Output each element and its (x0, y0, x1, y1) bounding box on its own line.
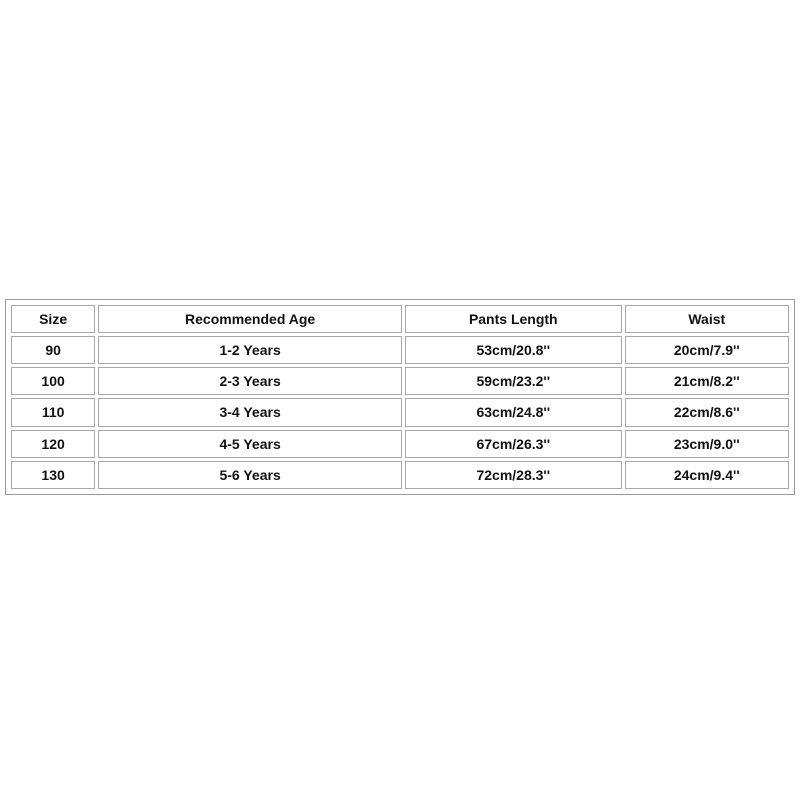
cell-age: 2-3 Years (98, 367, 402, 395)
cell-pants-length: 53cm/20.8'' (405, 336, 622, 364)
cell-size: 130 (11, 461, 95, 489)
cell-pants-length: 63cm/24.8'' (405, 398, 622, 426)
table-row (11, 336, 789, 364)
cell-age: 4-5 Years (98, 430, 402, 458)
cell-waist: 22cm/8.6'' (625, 398, 789, 426)
header-recommended-age: Recommended Age (98, 305, 402, 333)
cell-pants-length: 67cm/26.3'' (405, 430, 622, 458)
cell-size: 120 (11, 430, 95, 458)
cell-pants-length: 59cm/23.2'' (405, 367, 622, 395)
table-row (11, 430, 789, 458)
header-size: Size (11, 305, 95, 333)
cell-age: 5-6 Years (98, 461, 402, 489)
table-header-row (11, 305, 789, 333)
header-waist: Waist (625, 305, 789, 333)
size-chart (5, 299, 795, 495)
cell-age: 1-2 Years (98, 336, 402, 364)
table-row (11, 398, 789, 426)
cell-size: 90 (11, 336, 95, 364)
table-row (11, 461, 789, 489)
cell-age: 3-4 Years (98, 398, 402, 426)
cell-waist: 20cm/7.9'' (625, 336, 789, 364)
cell-pants-length: 72cm/28.3'' (405, 461, 622, 489)
cell-waist: 24cm/9.4'' (625, 461, 789, 489)
cell-waist: 21cm/8.2'' (625, 367, 789, 395)
cell-size: 100 (11, 367, 95, 395)
table-row (11, 367, 789, 395)
cell-waist: 23cm/9.0'' (625, 430, 789, 458)
cell-size: 110 (11, 398, 95, 426)
header-pants-length: Pants Length (405, 305, 622, 333)
size-table (8, 302, 792, 492)
